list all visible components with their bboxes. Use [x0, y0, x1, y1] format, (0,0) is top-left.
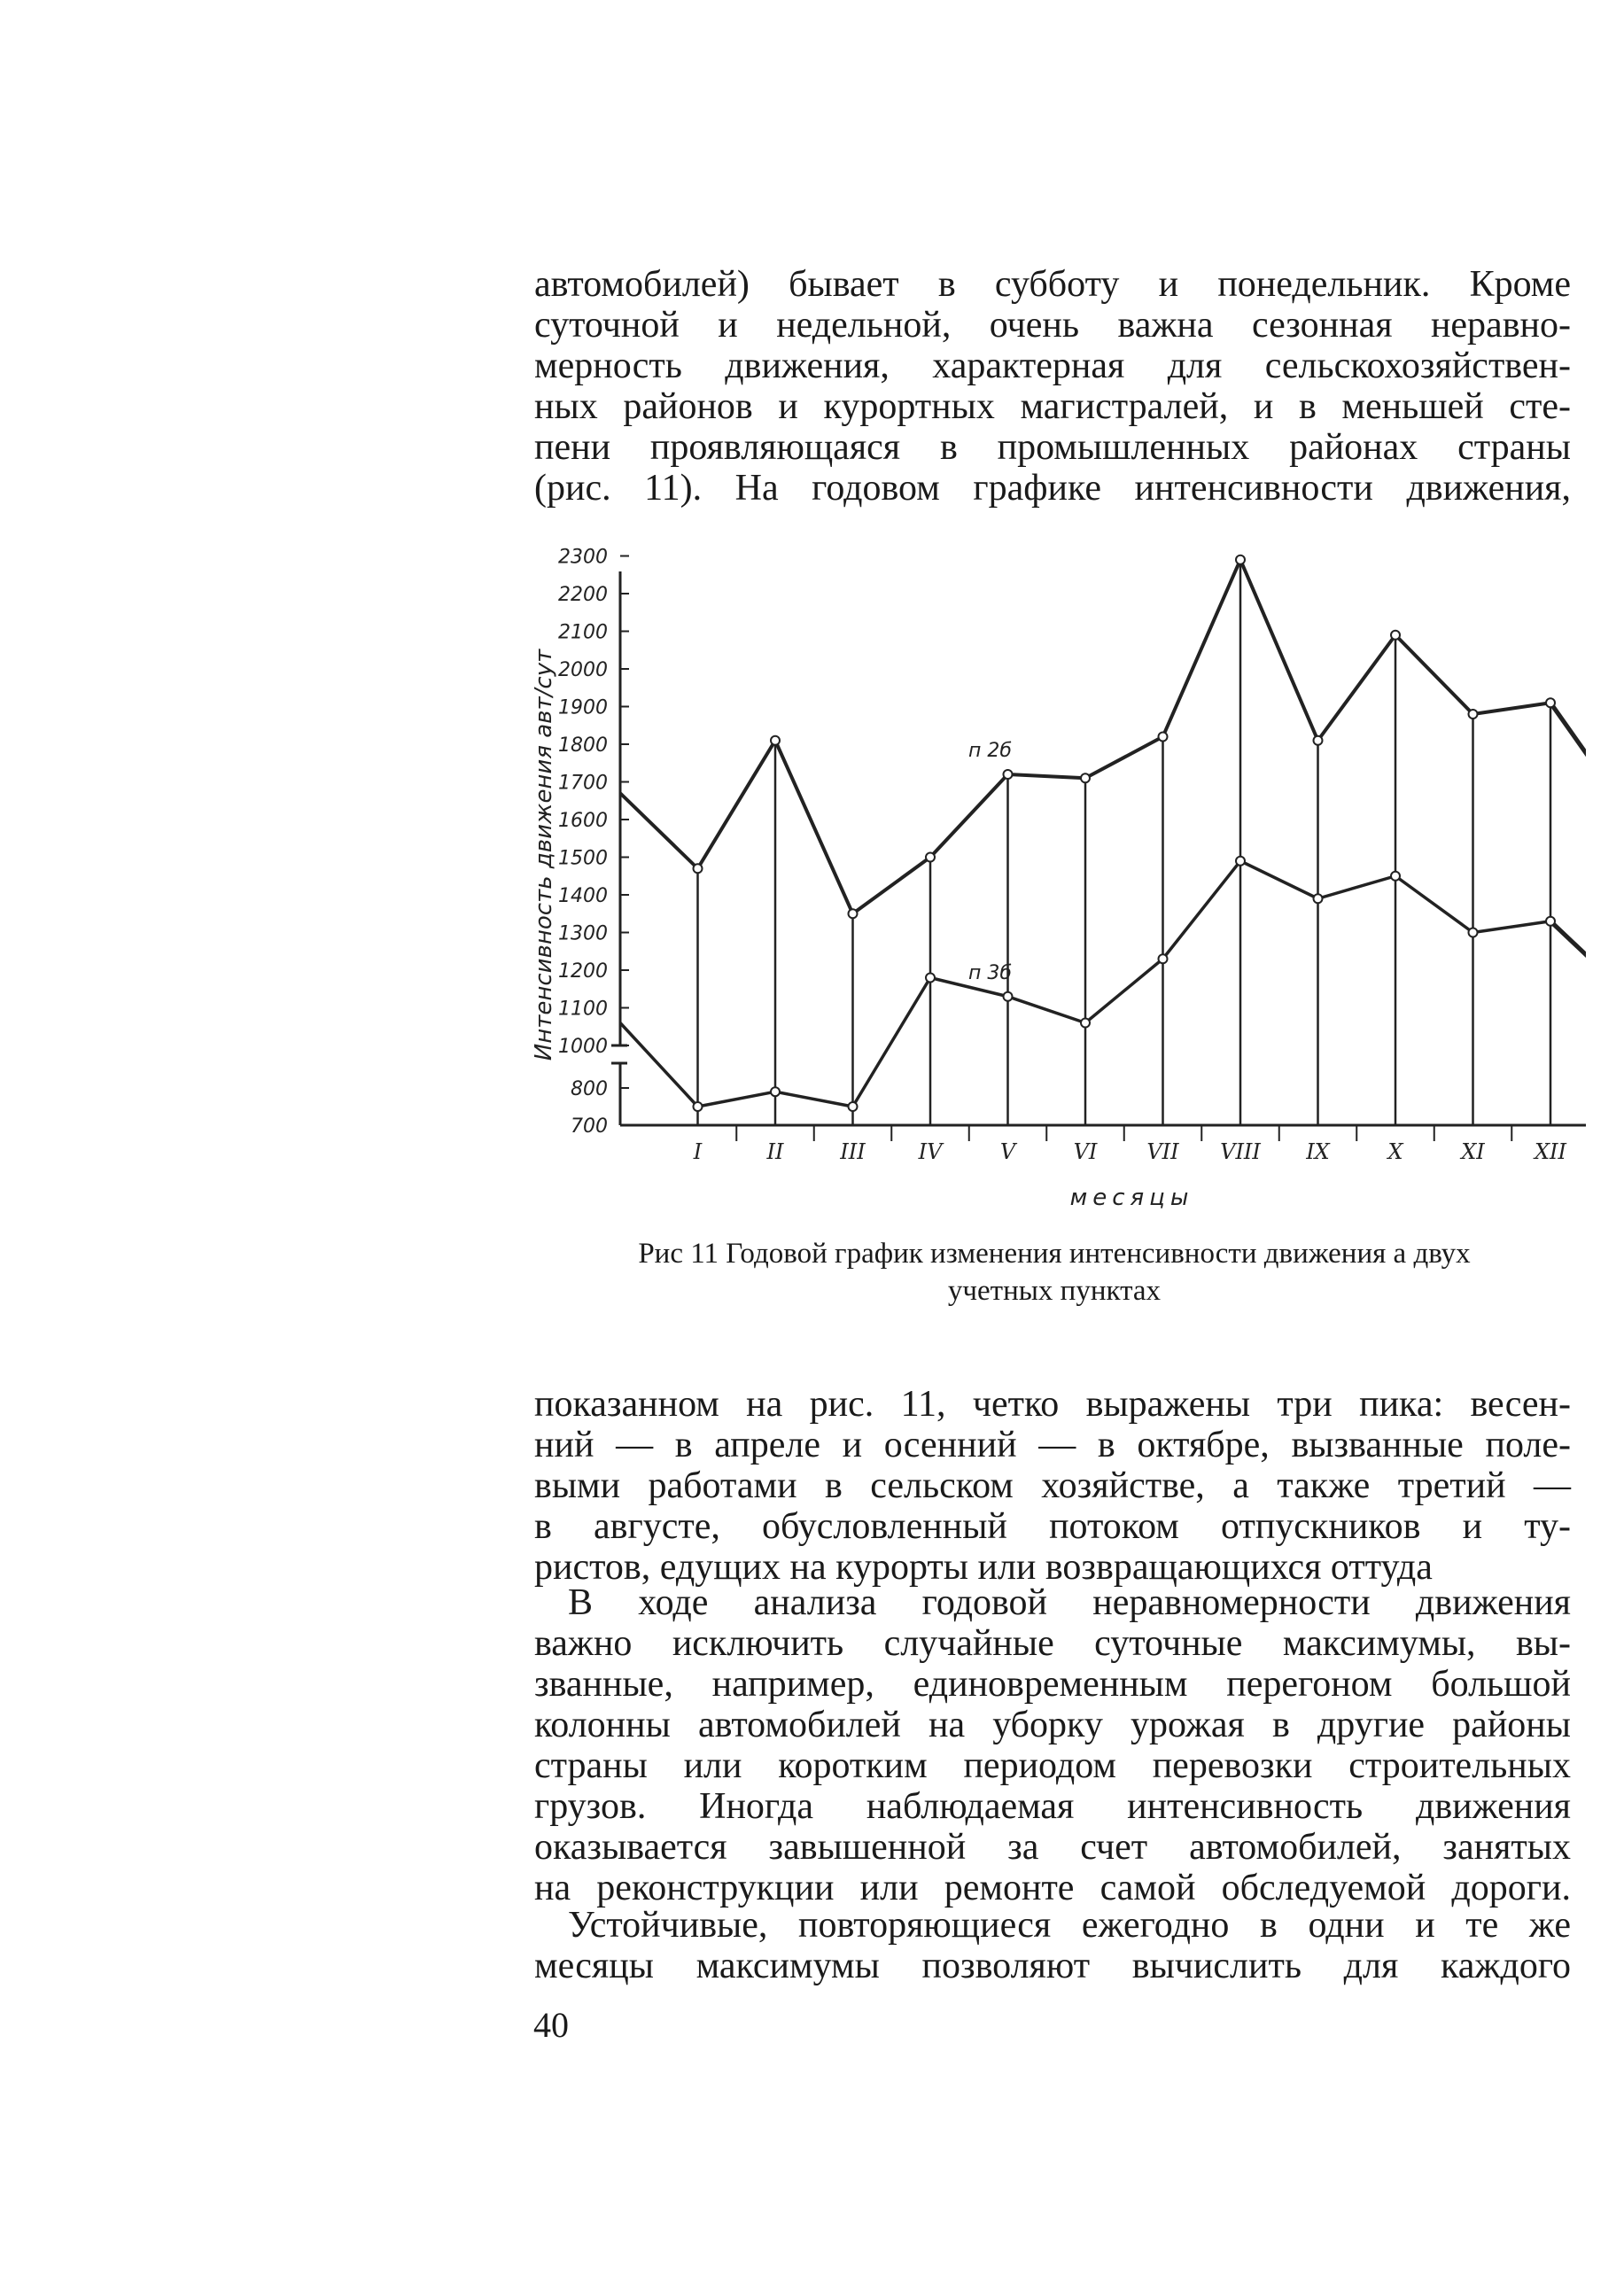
y-tick-label: 1400	[558, 885, 608, 907]
page-number: 40	[533, 2005, 569, 2045]
data-point	[1546, 698, 1555, 707]
paragraph-top	[534, 264, 1571, 509]
text-line: автомобилей) бывает в субботу и понедельник. Кроме	[534, 264, 1571, 305]
y-axis-label: Интенсивность движения авт/сут	[531, 649, 557, 1061]
data-point	[1236, 556, 1245, 564]
y-tick-label: 700	[571, 1115, 608, 1138]
x-tick-label: VI	[1073, 1139, 1098, 1164]
text-line: ных районов и курортных магистралей, и в меньшей сте-	[534, 386, 1571, 427]
data-point	[1469, 710, 1478, 719]
y-tick-label: 800	[571, 1078, 608, 1100]
text-line: в августе, обусловленный потоком отпускников и ту-	[534, 1506, 1571, 1547]
text-line: важно исключить случайные суточные максимумы, вы-	[534, 1623, 1571, 1664]
data-point	[1081, 1019, 1090, 1028]
y-tick-label: 1000	[558, 1036, 608, 1058]
data-point	[771, 736, 780, 745]
paragraph-peaks	[534, 1384, 1571, 1588]
text-line: месяцы максимумы позволяют вычислить для каждого	[534, 1946, 1571, 1986]
y-tick-label: 1300	[558, 922, 608, 945]
text-line: ристов, едущих на курорты или возвращающихся оттуда	[534, 1547, 1433, 1588]
caption-line: учетных пунктах	[947, 1275, 1162, 1307]
paragraph-maxima	[534, 1905, 1571, 1986]
series-line-tail	[1550, 703, 1586, 759]
x-tick-label: II	[766, 1139, 784, 1164]
x-tick-label: V	[999, 1139, 1016, 1164]
text-line: оказывается завышенной за счет автомобилей, занятых	[534, 1827, 1571, 1868]
x-tick-label: VII	[1146, 1139, 1179, 1164]
data-point	[849, 909, 858, 918]
x-tick-label: XI	[1461, 1139, 1485, 1164]
y-tick-label: 1800	[558, 734, 608, 757]
text-line: выми работами в сельском хозяйстве, а также третий —	[534, 1465, 1571, 1506]
data-point	[1159, 954, 1168, 963]
x-tick-label: IV	[918, 1139, 943, 1164]
text-line: суточной и недельной, очень важна сезонная неравно-	[534, 305, 1571, 346]
text-line: ний — в апреле и осенний — в октябре, вызванные поле-	[534, 1425, 1571, 1465]
text-line: страны или коротким периодом перевозки строительных	[534, 1745, 1571, 1786]
data-point	[1314, 894, 1323, 903]
text-line: на реконструкции или ремонте самой обследуемой дороги.	[534, 1868, 1571, 1908]
x-tick-label: XII	[1534, 1139, 1567, 1164]
data-point	[1391, 631, 1400, 640]
text-line: мерность движения, характерная для сельскохозяйствен-	[534, 346, 1571, 386]
data-point	[694, 864, 703, 873]
data-point	[1004, 992, 1013, 1001]
series-label: п 2б	[968, 740, 1012, 762]
text-line: колонны автомобилей на уборку урожая в другие районы	[534, 1705, 1571, 1745]
data-point	[771, 1087, 780, 1096]
data-point	[1469, 929, 1478, 937]
y-tick-label: 2300	[558, 546, 608, 569]
x-tick-label: X	[1387, 1139, 1403, 1164]
line-chart	[523, 536, 1586, 1209]
y-tick-label: 1600	[558, 810, 608, 832]
caption-line: Рис 11 Годовой график изменения интенсивности движения а двух	[638, 1238, 1471, 1270]
x-tick-label: I	[693, 1139, 703, 1164]
data-point	[1236, 857, 1245, 866]
text-line: (рис. 11). На годовом графике интенсивности движения,	[534, 468, 1571, 509]
series-label: п 3б	[968, 961, 1012, 984]
y-tick-label: 1500	[558, 847, 608, 870]
data-point	[1546, 917, 1555, 926]
data-point	[849, 1102, 858, 1111]
text-line: Устойчивые, повторяющиеся ежегодно в одни и те же	[568, 1905, 1571, 1946]
paragraph-analysis	[534, 1582, 1571, 1908]
x-tick-label: IX	[1306, 1139, 1330, 1164]
y-tick-label: 1700	[558, 772, 608, 795]
data-point	[926, 974, 935, 983]
y-tick-label: 2200	[558, 584, 608, 606]
figure-caption	[532, 1235, 1577, 1309]
text-line: грузов. Иногда наблюдаемая интенсивность движения	[534, 1786, 1571, 1827]
data-point	[1314, 736, 1323, 745]
data-point	[926, 853, 935, 862]
y-tick-label: 1200	[558, 960, 608, 983]
y-tick-label: 2100	[558, 621, 608, 644]
text-line: В ходе анализа годовой неравномерности движения	[568, 1582, 1571, 1623]
text-line: показанном на рис. 11, четко выражены три пика: весен-	[534, 1384, 1571, 1425]
figure-chart	[523, 536, 1586, 1209]
y-tick-label: 2000	[558, 659, 608, 681]
x-tick-label: VIII	[1220, 1139, 1261, 1164]
series-line-tail	[1550, 921, 1586, 960]
data-point	[1159, 733, 1168, 742]
x-tick-label: III	[840, 1139, 866, 1164]
data-point	[694, 1102, 703, 1111]
data-point	[1391, 872, 1400, 881]
x-axis-label: месяцы	[1069, 1185, 1194, 1209]
data-point	[1081, 773, 1090, 782]
text-line: званные, например, единовременным перегоном большой	[534, 1664, 1571, 1705]
text-line: пени проявляющаяся в промышленных районах страны	[534, 427, 1571, 468]
y-tick-label: 1100	[558, 998, 608, 1021]
data-point	[1004, 770, 1013, 779]
y-tick-label: 1900	[558, 696, 608, 719]
